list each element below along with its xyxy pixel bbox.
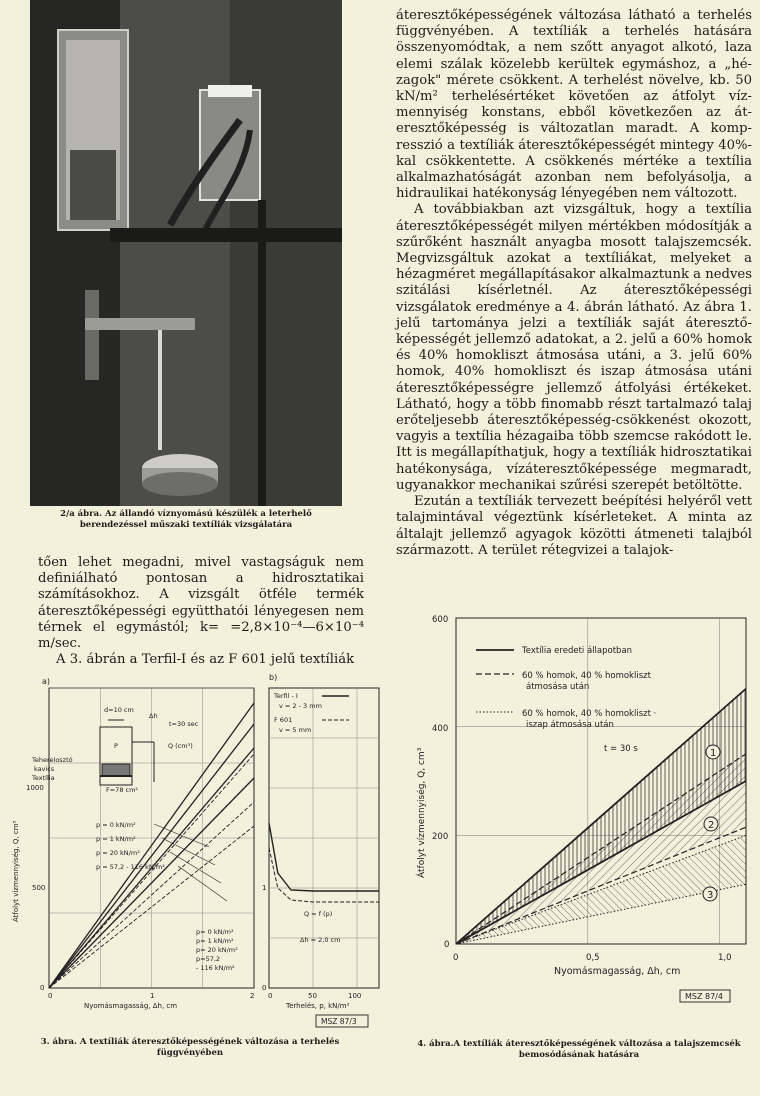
- inset-f: F=78 cm²: [106, 786, 139, 794]
- right-paragraph-1: áteresztőképességének változása látható a terhelés függvényében. A textíliák a terhelés hatására összenyomódtak, a nem szőtt anyagot alkotó, laza elemi szálak közelebb kerültek egymáshoz, a „hézagok" mérete csökkent. A terhelést növelve, kb. 50 kN/m² terhelésértéket követően az átfolyt vízmennyiség konstans, ebből következően az áteresztőképesség is változatlan maradt. A kompresszió a textíliák áteresztőképességét mintegy 40%-kal csökkentette. A csökkenés mértéke a textília alkalmazhatóságát azonban nem befolyásolja, a hidraulikai hatékonyság lényegében nem változott.: [396, 8, 752, 202]
- fig4-t-label: t = 30 s: [604, 744, 638, 754]
- fig3-xtick-0: 0: [48, 992, 53, 1000]
- panel-a-label: a): [42, 677, 51, 686]
- fig3a-upper-label: p = 1 kN/m²: [96, 835, 136, 843]
- fig3-ylabel: Átfolyt vízmennyiség, Q, cm³: [12, 820, 20, 922]
- fig4-caption: 4. ábra.A textíliák áteresztőképességének változása a talajszemcsék bemosódásának hatására: [417, 1039, 741, 1060]
- fig4-stamp: MSZ 87/4: [685, 992, 723, 1001]
- fig4-xlabel: Nyomásmagasság, Δh, cm: [554, 966, 681, 977]
- fig3b-dh-label: Δh = 2,0 cm: [300, 936, 341, 944]
- fig4-ylabel: Átfolyt vízmennyiség, Q, cm³: [417, 747, 427, 878]
- fig3-xlabel-a: Nyomásmagasság, Δh, cm: [84, 1002, 178, 1010]
- fig4-region-label: 1: [710, 748, 717, 759]
- fig4-xtick-10: 1,0: [718, 953, 732, 963]
- fig3a-upper-label: p = 57,2 - 116 kN/m²: [96, 863, 165, 871]
- inset-d: d=10 cm: [104, 706, 134, 714]
- fig4-legend-1: Textília eredeti állapotban: [522, 646, 633, 656]
- fig3-ytick-0: 0: [40, 984, 45, 992]
- fig3a-lower-label: p= 0 kN/m²: [196, 928, 234, 936]
- fig3-stamp: MSZ 87/3: [321, 1017, 357, 1026]
- legend-b-terfil: Terfil - I: [274, 692, 298, 700]
- inset-sketch: [100, 720, 154, 785]
- left-paragraph-2: A 3. ábrán a Terfil-I és az F 601 jelű textíliák: [56, 652, 355, 668]
- fig3a-upper-label: p = 20 kN/m²: [96, 849, 140, 857]
- fig4-ytick-200: 200: [432, 832, 449, 842]
- fig3b-ytick-1: 1: [262, 884, 267, 892]
- inset-q: Q (cm³): [168, 742, 193, 750]
- fig3-xtick-2: 2: [250, 992, 255, 1000]
- fig3a-lower-label: - 116 kN/m²: [196, 964, 235, 972]
- kavics-layer: [102, 764, 130, 776]
- fig4-legend-2b: átmosása után: [526, 682, 590, 692]
- fig4-xtick-0: 0: [453, 953, 459, 963]
- fig3b-curve-label: Q = f (p): [304, 910, 333, 918]
- legend-b-f601: F 601: [274, 716, 293, 724]
- right-paragraph-3: Ezután a textíliák tervezett beépítési helyéről vett talajmintával végeztünk kísérleteket. A minta az általajt jellemző agyagok közötti átmeneti talajból származott. A terület rétegvizei a talajok-: [396, 494, 752, 558]
- left-paragraph-1: tően lehet megadni, mivel vastagságuk nem definiálható pontosan a hidrosztatikai számításokhoz. A vizsgált ötféle termék áteresztőképességi együtthatói lényegesen nem térnek el egymástól; k= =2,8×10⁻⁴—6×10⁻⁴ m/sec.: [38, 555, 364, 652]
- fig4-ytick-600: 600: [432, 615, 449, 625]
- fig4-xtick-05: 0,5: [586, 953, 600, 963]
- figure-4: [404, 608, 758, 1028]
- fig4-legend-2a: 60 % homok, 40 % homokliszt: [522, 671, 651, 681]
- fig3b-ytick-0: 0: [262, 984, 267, 992]
- fig3a-leader: [154, 824, 209, 847]
- left-column-text: [38, 555, 364, 668]
- fig4-legend-3a: 60 % homok, 40 % homokliszt ·: [522, 709, 657, 719]
- fig3a-lower-label: p=57,2: [196, 955, 221, 963]
- fig3-xtick-1: 1: [150, 992, 155, 1000]
- legend-b-v2: v = 5 mm: [279, 726, 312, 734]
- apparatus-drawing: [30, 0, 342, 506]
- fig3-caption: 3. ábra. A textíliák áteresztőképességének változása a terhelés függvényében: [40, 1037, 340, 1058]
- right-column-text: [396, 8, 752, 559]
- fig4-ytick-0: 0: [444, 940, 450, 950]
- fig3b-series-line: [269, 823, 379, 891]
- inset-kavics: kavics: [34, 765, 55, 773]
- fig4-ytick-400: 400: [432, 724, 449, 734]
- fig3b-series-line: [269, 848, 379, 902]
- inset-t: t=30 sec: [169, 720, 199, 728]
- fig4-legend-3b: iszap átmosása után: [526, 720, 614, 730]
- fig4-region-label: 3: [707, 890, 714, 901]
- inset-dh: Δh: [149, 712, 158, 720]
- legend-b-v1: v = 2 - 3 mm: [279, 702, 322, 710]
- fig3b-xtick-100: 100: [348, 992, 362, 1000]
- right-paragraph-2: A továbbiakban azt vizsgáltuk, hogy a textília áteresztőképességét milyen mértékben módosítják a szűrőként használt anyagba mosott talajszemcsék. Megvizsgáltuk azokat a textíliákat, melyeket a hézagméret megállapításakor alkalmaztunk a nedves szitálási kísérletnél. Az áteresztőképességi vizsgálatok eredménye a 4. ábrán látható. Az ábra 1. jelű tartománya jelzi a textíliák saját áteresztőképességét jellemző adatokat, a 2. jelű a 60% homok és 40% homokliszt átmosása utáni, a 3. jelű 60% homok, 40% homokliszt és iszap átmosása utáni áteresztőképességre jellemző átfolyási értékeket. Látható, hogy a több finomabb részt tartalmazó talaj erőteljesebb áteresztőképesség-csökkenést okozott, vagyis a textília hézagaiba több szemcse rakódott le. Itt is megállapíthatjuk, hogy a textíliák hidrosztatikai hatékonysága, vízáteresztőképessége megmaradt, ugyanakkor mechanikai szűrési szerepét betöltötte.: [396, 202, 752, 493]
- figure-3: [4, 672, 384, 1042]
- fig4-region-label: 2: [708, 820, 715, 831]
- inset-p: P: [114, 742, 118, 750]
- fig3a-upper-label: p = 0 kN/m²: [96, 821, 136, 829]
- fig3-ytick-1000: 1000: [26, 784, 44, 792]
- fig3a-lower-label: p= 20 kN/m²: [196, 946, 238, 954]
- inset-textilia: Textília: [32, 774, 55, 782]
- fig3-xlabel-b: Terhelés, p, kN/m²: [286, 1002, 350, 1010]
- fig3a-lower-label: p= 1 kN/m²: [196, 937, 234, 945]
- fig3-ytick-500: 500: [32, 884, 46, 892]
- photo-caption: 2/a ábra. Az állandó víznyomású készülék a leterhelő berendezéssel műszaki textíliák vizsgálatára: [60, 509, 312, 530]
- fig3b-xtick-0: 0: [268, 992, 273, 1000]
- fig3b-xtick-50: 50: [308, 992, 317, 1000]
- apparatus-photo: [30, 0, 342, 506]
- panel-b-label: b): [269, 673, 278, 682]
- inset-tehereloszto: Teherelosztó: [32, 756, 73, 764]
